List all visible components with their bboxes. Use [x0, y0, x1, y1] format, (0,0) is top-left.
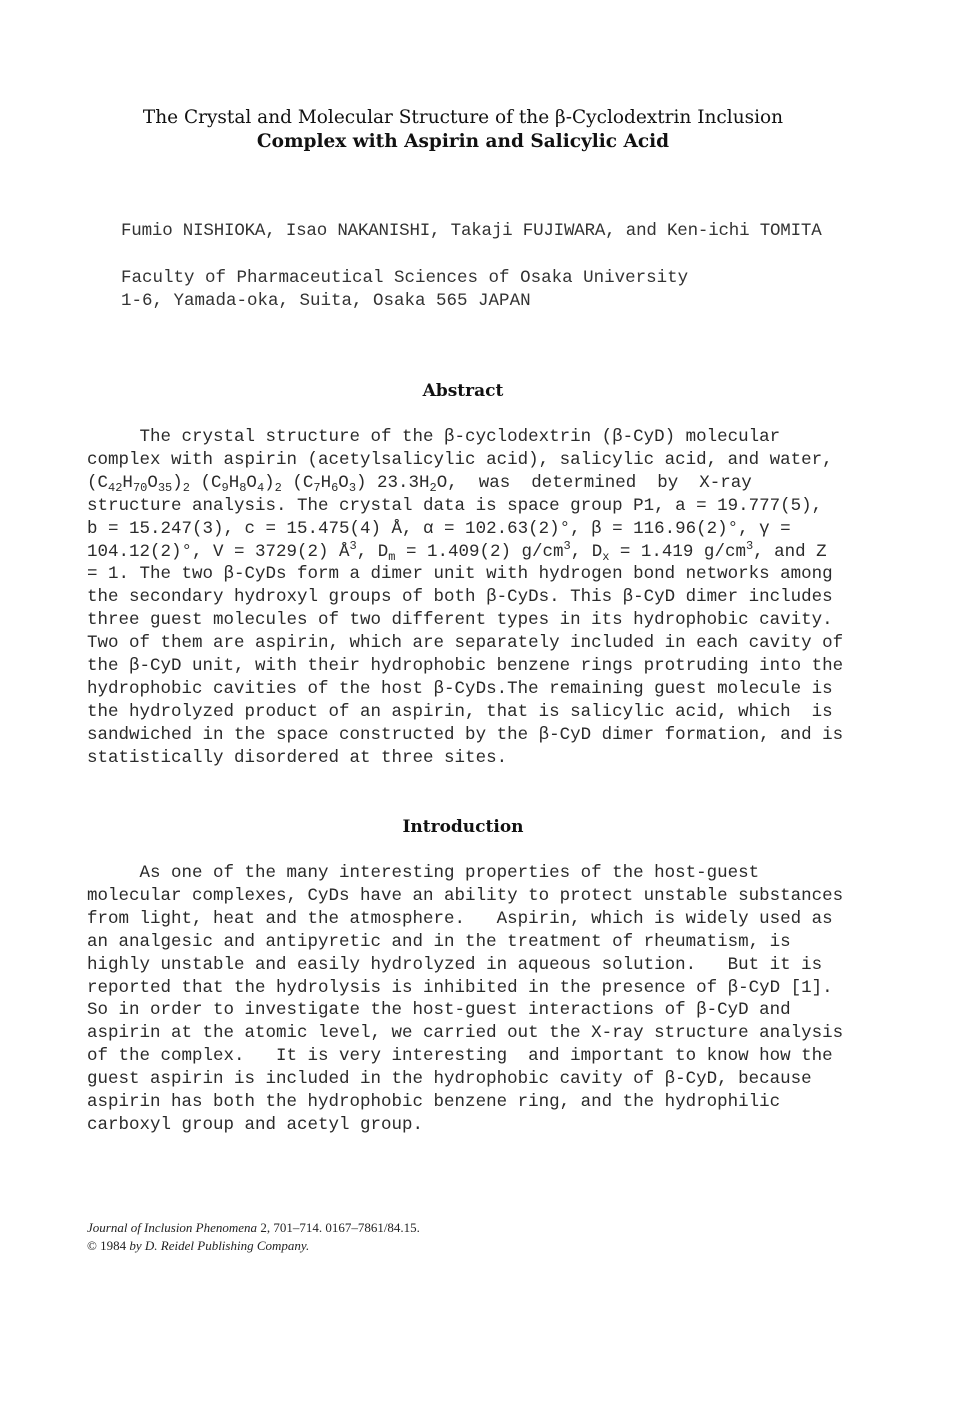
journal-citation: Journal of Inclusion Phenomena 2, 701–714. 0167–7861/84.15.	[87, 1220, 420, 1235]
abstract-line: structure analysis. The crystal data is space group P1, a = 19.777(5),	[87, 495, 823, 516]
introduction-line: highly unstable and easily hydrolyzed in aqueous solution. But it is	[87, 954, 823, 975]
affiliation	[121, 267, 688, 313]
journal-footer	[87, 1219, 420, 1255]
copyright-line: © 1984 by D. Reidel Publishing Company.	[87, 1238, 310, 1253]
title-line-1: The Crystal and Molecular Structure of the β-Cyclodextrin Inclusion	[142, 107, 784, 128]
introduction-line: So in order to investigate the host-guest interactions of β-CyD and	[87, 1000, 791, 1021]
abstract-line: complex with aspirin (acetylsalicylic acid), salicylic acid, and water,	[87, 449, 833, 470]
introduction-line: carboxyl group and acetyl group.	[87, 1114, 424, 1135]
abstract-line: the secondary hydroxyl groups of both β-CyDs. This β-CyD dimer includes	[87, 587, 833, 608]
introduction-line: from light, heat and the atmosphere. Aspirin, which is widely used as	[87, 908, 833, 929]
paper-title	[60, 106, 866, 154]
abstract-formula-line: $(C_{42}H_{70}O_{35})_2$ $(C_9H_8O_4)_2$ $(C_7H_6O_3)$ $23.3H_2O$, was determined by X-ray	[87, 472, 752, 495]
abstract-line: statistically disordered at three sites.	[87, 747, 508, 768]
introduction-line: aspirin has both the hydrophobic benzene ring, and the hydrophilic	[87, 1092, 781, 1113]
abstract-line: sandwiched in the space constructed by the β-CyD dimer formation, and is	[87, 724, 844, 745]
abstract-body	[87, 426, 897, 770]
author-list: Fumio NISHIOKA, Isao NAKANISHI, Takaji FUJIWARA, and Ken-ichi TOMITA	[121, 221, 822, 241]
abstract-line: Two of them are aspirin, which are separately included in each cavity of	[87, 633, 844, 654]
introduction-line: As one of the many interesting properties of the host-guest	[87, 863, 760, 883]
publisher: by D. Reidel Publishing Company.	[129, 1238, 310, 1253]
abstract-heading: Abstract	[422, 381, 504, 401]
introduction-body	[87, 862, 897, 1137]
introduction-line: aspirin at the atomic level, we carried out the X-ray structure analysis	[87, 1023, 844, 1044]
introduction-heading: Introduction	[402, 817, 524, 837]
introduction-line: reported that the hydrolysis is inhibited in the presence of β-CyD [1].	[87, 977, 833, 998]
abstract-line: = 1. The two β-CyDs form a dimer unit with hydrogen bond networks among	[87, 564, 833, 585]
introduction-line: molecular complexes, CyDs have an ability to protect unstable substances	[87, 885, 844, 906]
affiliation-line-1: Faculty of Pharmaceutical Sciences of Osaka University	[121, 268, 689, 288]
abstract-line: the hydrolyzed product of an aspirin, that is salicylic acid, which is	[87, 701, 833, 722]
title-line-2: Complex with Aspirin and Salicylic Acid	[256, 131, 670, 152]
introduction-line: an analgesic and antipyretic and in the treatment of rheumatism, is	[87, 931, 791, 952]
abstract-line: three guest molecules of two different types in its hydrophobic cavity.	[87, 610, 833, 631]
abstract-line: The crystal structure of the β-cyclodextrin (β-CyD) molecular	[87, 427, 781, 447]
abstract-line: the β-CyD unit, with their hydrophobic benzene rings protruding into the	[87, 656, 844, 677]
abstract-crystal-data-line: 104.12(2)°, V = 3729(2) $Å^3$, $D_m = 1.409(2)$ $g/cm^3$, $D_x = 1.419$ $g/cm^3$, and Z	[87, 538, 827, 564]
journal-name: Journal of Inclusion Phenomena	[87, 1220, 258, 1235]
affiliation-line-2: 1-6, Yamada-oka, Suita, Osaka 565 JAPAN	[121, 291, 531, 311]
abstract-line: b = 15.247(3), c = 15.475(4) Å, α = 102.63(2)°, β = 116.96(2)°, γ =	[87, 518, 791, 539]
abstract-line: hydrophobic cavities of the host β-CyDs.The remaining guest molecule is	[87, 678, 833, 699]
introduction-line: of the complex. It is very interesting and important to know how the	[87, 1046, 833, 1067]
introduction-line: guest aspirin is included in the hydrophobic cavity of β-CyD, because	[87, 1069, 812, 1090]
